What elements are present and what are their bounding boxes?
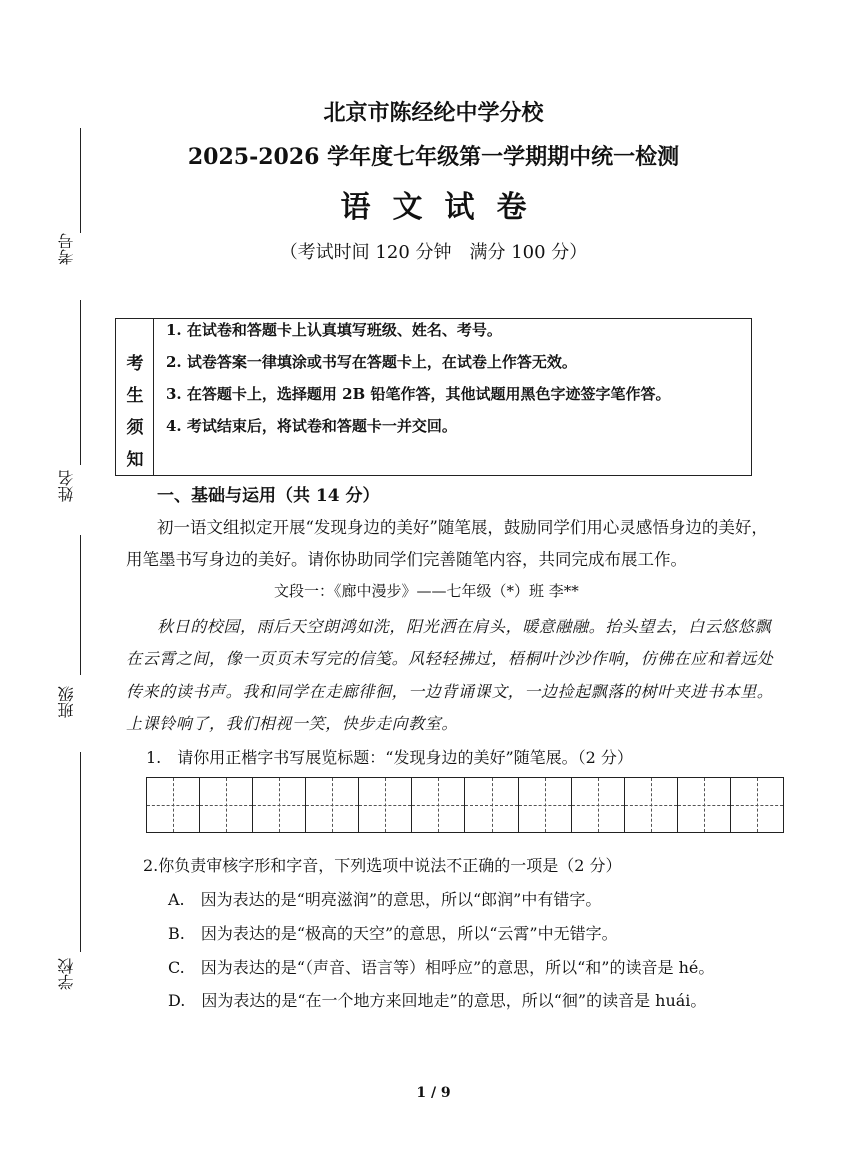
notice-heading-char: 知 xyxy=(126,450,144,470)
notice-heading-char: 须 xyxy=(126,418,144,438)
school-label: 学校 xyxy=(57,958,76,990)
grid-cell[interactable] xyxy=(253,778,306,832)
notice-heading-char: 考 xyxy=(126,354,144,374)
writing-grid[interactable] xyxy=(146,777,784,833)
subject-title: 语文试卷 xyxy=(340,190,549,225)
option-b[interactable]: B. 因为表达的是“极高的天空”的意思，所以“云霄”中无错字。 xyxy=(168,924,618,943)
grid-cell[interactable] xyxy=(306,778,359,832)
margin-line-name xyxy=(80,300,81,465)
grid-cell[interactable] xyxy=(359,778,412,832)
notice-item: 2. 试卷答案一律填涂或书写在答题卡上，在试卷上作答无效。 xyxy=(166,353,577,371)
excerpt-line: 在云霄之间，像一页页未写完的信笺。风轻轻拂过，梧桐叶沙沙作响，仿佛在应和着远处 xyxy=(126,649,774,668)
notice-heading xyxy=(116,319,154,475)
class-label: 班级 xyxy=(57,686,76,718)
intro-line: 初一语文组拟定开展“发现身边的美好”随笔展，鼓励同学们用心灵感悟身边的美好， xyxy=(157,518,768,537)
exam-info: （考试时间 120 分钟 满分 100 分） xyxy=(279,242,588,263)
option-a[interactable]: A. 因为表达的是“明亮滋润”的意思，所以“郎润”中有错字。 xyxy=(168,890,602,909)
excerpt-title: 文段一：《廊中漫步》——七年级（*）班 李** xyxy=(274,582,579,600)
section-heading: 一、基础与运用（共 14 分） xyxy=(157,486,380,506)
excerpt-line: 上课铃响了，我们相视一笑，快步走向教室。 xyxy=(126,714,459,733)
excerpt-line: 秋日的校园，雨后天空朗鸿如洗，阳光洒在肩头，暖意融融。抬头望去，白云悠悠飘 xyxy=(157,617,772,636)
margin-line-school xyxy=(80,752,81,952)
exam-title: 2025-2026 学年度七年级第一学期期中统一检测 xyxy=(187,144,680,170)
grid-cell[interactable] xyxy=(412,778,465,832)
question-2: 2.你负责审核字形和字音，下列选项中说法不正确的一项是（2 分） xyxy=(143,856,622,875)
grid-cell[interactable] xyxy=(147,778,200,832)
intro-line: 用笔墨书写身边的美好。请你协助同学们完善随笔内容，共同完成布展工作。 xyxy=(126,550,687,569)
exam-number-label: 考号 xyxy=(57,233,76,265)
page-number: 1 / 9 xyxy=(416,1085,451,1101)
grid-cell[interactable] xyxy=(572,778,625,832)
grid-cell[interactable] xyxy=(200,778,253,832)
notice-item: 4. 考试结束后，将试卷和答题卡一并交回。 xyxy=(166,417,457,435)
notice-heading-char: 生 xyxy=(126,386,144,406)
excerpt-line: 传来的读书声。我和同学在走廊徘徊，一边背诵课文，一边捡起飘落的树叶夹进书本里。 xyxy=(126,682,774,701)
candidate-notice-box xyxy=(115,318,752,476)
option-c[interactable]: C. 因为表达的是“（声音、语言等）相呼应”的意思，所以“和”的读音是 hé。 xyxy=(168,958,715,977)
grid-cell[interactable] xyxy=(678,778,731,832)
question-1: 1. 请你用正楷字书写展览标题：“发现身边的美好”随笔展。（2 分） xyxy=(146,748,633,767)
grid-cell[interactable] xyxy=(625,778,678,832)
margin-line-class xyxy=(80,535,81,675)
option-d[interactable]: D. 因为表达的是“在一个地方来回地走”的意思，所以“徊”的读音是 huái。 xyxy=(168,991,707,1010)
grid-cell[interactable] xyxy=(519,778,572,832)
notice-item: 1. 在试卷和答题卡上认真填写班级、姓名、考号。 xyxy=(166,321,502,339)
grid-cell[interactable] xyxy=(465,778,518,832)
school-name: 北京市陈经纶中学分校 xyxy=(323,100,544,126)
notice-item: 3. 在答题卡上，选择题用 2B 铅笔作答，其他试题用黑色字迹签字笔作答。 xyxy=(166,385,671,403)
grid-cell[interactable] xyxy=(731,778,783,832)
name-label: 姓名 xyxy=(57,470,76,502)
